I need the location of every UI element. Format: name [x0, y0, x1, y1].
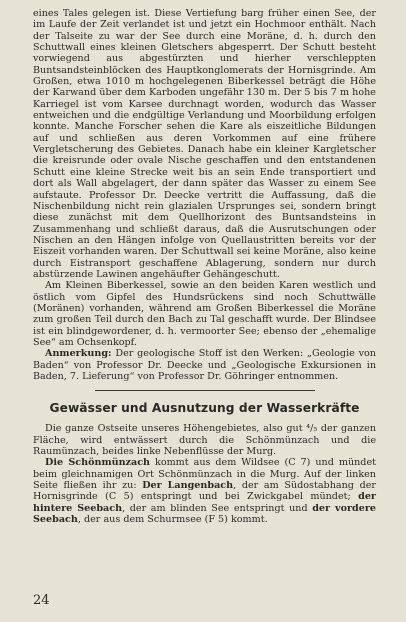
annotation-text: Der geologische Stoff ist den Werken: „Geologie von Baden“ von Professor Dr. Deecke und „Geologische Exkursionen in Baden, 7. Lieferung“ von Professor Dr. Göhringer entnommen.	[33, 348, 376, 382]
page-number: 24	[33, 593, 50, 608]
paragraph-1: eines Tales gelegen ist. Diese Vertiefung barg früher einen See, der im Laufe der Zeit verlandet ist und jetzt ein Hochmoor enthält. Nach der Talseite zu war der See durch eine Moräne, d. h. durch den Schuttwall eines kleinen Gletschers abgesperrt. Der Schutt besteht vorwiegend aus abgestürzten und hierher verschleppten Buntsandsteinblöcken des Hauptkonglomerats der Hornisgrinde. Am Großen, etwa 1010 m hochgelegenen Biberkessel beträgt die Höhe der Karwand über dem Karboden ungefähr 130 m. Der 5 bis 7 m hohe Karriegel ist vom Karsee durchnagt worden, wodurch das Wasser entweichen und die endgültige Verlandung und Moorbildung erfolgen konnte. Manche Forscher sehen die Kare als eiszeitliche Bildungen auf und schließen aus deren Vorkommen auf eine frühere Vergletscherung des Gebietes. Danach habe ein kleiner Kargletscher die kreisrunde oder ovale Nische geschaffen und den entstandenen Schutt eine kleine Strecke weit bis an sein Ende transportiert und dort als Wall abgelagert, der dann später das Wasser zu einem See aufstaute. Professor Dr. Deecke vertritt die Auffassung, daß die Nischenbildung nicht rein glazialen Ursprunges sei, sondern bringt diese zunächst mit dem Quellhorizont des Buntsandsteins in Zusammenhang und schließt daraus, daß die Ausrutschungen oder Nischen an den Hängen infolge von Quellaustritten bereits vor der Eiszeit vorhanden waren. Der Schuttwall sei keine Moräne, also keine durch Eistransport geschaffene Ablagerung, sondern nur durch abstürzende Lawinen angehäufter Gehängeschutt.	[33, 8, 376, 280]
river-name-vorderer-seebach: der vordere Seebach	[33, 502, 376, 526]
river-name-langenbach: Der Langenbach	[142, 480, 234, 492]
section-divider	[95, 390, 315, 391]
paragraph-3	[33, 348, 376, 382]
paragraph-5-text-2: , der am Südostabhang der Hornisgrinde (C 5) entspringt und bei Zwickgabel mündet;	[33, 480, 376, 503]
paragraph-4: Die ganze Ostseite unseres Höhengebietes, also gut ⁴/₅ der ganzen Fläche, wird entwässert durch die Schönmünzach und die Raumünzach, beides linke Nebenflüsse der Murg.	[33, 423, 376, 458]
main-text	[33, 8, 376, 382]
annotation-label: Anmerkung:	[45, 348, 112, 360]
paragraph-2: Am Kleinen Biberkessel, sowie an den beiden Karen westlich und östlich vom Gipfel des Hundsrückens sind noch Schuttwälle (Moränen) vorhanden, während am Großen Biberkessel die Moräne zum großen Teil durch den Bach zu Tal geschafft wurde. Der Blindsee ist ein blindgewordener, d. h. vermoorter See; ebenso der „ehemalige See“ am Ochsenkopf.	[33, 280, 376, 348]
section-heading: Gewässer und Ausnutzung der Wasserkräfte	[49, 401, 360, 416]
paragraph-5	[33, 457, 376, 525]
paragraph-5-text-4: , der aus dem Schurmsee (F 5) kommt.	[77, 514, 268, 526]
paragraph-5-text-3: , der am blinden See entspringt und	[122, 502, 313, 514]
river-name-hinterer-seebach: der hintere Seebach	[33, 491, 376, 514]
river-name-schoenmuenzach: Die Schönmünzach	[45, 457, 151, 469]
section-text	[33, 423, 376, 525]
paragraph-5-text-1: kommt aus dem Wildsee (C 7) und mündet beim gleichnamigen Ort Schönmünzach in die Murg. Auf der linken Seite fließen ihr zu:	[33, 457, 376, 492]
